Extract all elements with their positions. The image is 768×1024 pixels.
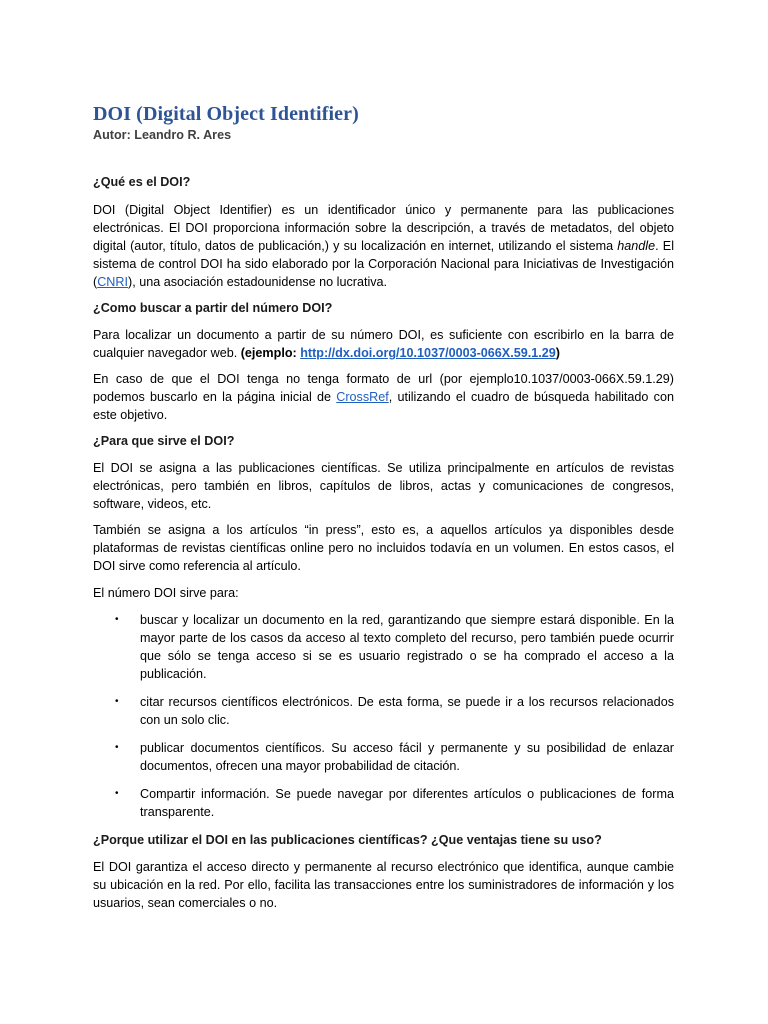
- text-run: , utilizando el cuadro de búsqueda habilitado con este objetivo.: [93, 390, 674, 422]
- spacer: [93, 821, 674, 831]
- text-run: DOI (Digital Object Identifier) es un identificador único y permanente para las publicaciones electrónicas. El DOI proporciona información sobre la descripción, a través de metadatos, del objeto digital (autor, título, datos de publicación,) y su localización en internet, utilizando el sistema: [93, 203, 674, 253]
- spacer: [93, 602, 674, 611]
- example-label: (ejemplo:: [240, 346, 301, 360]
- text-run: . El sistema de control DOI ha sido elaborado por la Corporación Nacional para Iniciativas de Investigación (: [93, 239, 675, 289]
- text-run: Para localizar un documento a partir de su número DOI, es suficiente con escribirlo en la barra de cualquier navegador web.: [93, 328, 674, 360]
- heading-how-search: ¿Como buscar a partir del número DOI?: [93, 301, 333, 315]
- list-item: [93, 739, 674, 775]
- spacer: [93, 317, 674, 326]
- italic-text: handle: [617, 239, 656, 253]
- list-item: [93, 785, 674, 821]
- cnri-link[interactable]: CNRI: [97, 275, 128, 289]
- doi-uses-list: [93, 611, 674, 821]
- bullet-icon: •: [115, 614, 119, 625]
- heading-why-use: ¿Porque utilizar el DOI en las publicaciones científicas? ¿Que ventajas tiene su uso?: [93, 833, 602, 847]
- list-item: [93, 611, 674, 683]
- spacer: [93, 575, 674, 584]
- spacer: [93, 683, 674, 693]
- spacer: [93, 450, 674, 459]
- spacer: [93, 775, 674, 785]
- paragraph-purpose-2: También se asigna a los artículos “in press”, esto es, a aquellos artículos ya disponibles desde plataformas de revistas científicas online pero no incluidos todavía en un volumen. En estos casos, el DOI sirve como referencia al artículo.: [93, 523, 674, 573]
- list-item-text: citar recursos científicos electrónicos. De esta forma, se puede ir a los recursos relacionados con un solo clic.: [140, 695, 674, 727]
- spacer: [93, 729, 674, 739]
- list-item-text: buscar y localizar un documento en la red, garantizando que siempre estará disponible. En la mayor parte de los casos da acceso al texto completo del recurso, pero también puede ocurrir que sólo se tenga acceso si se es usuario registrado o se ha comprado el acceso a la publicación.: [140, 613, 674, 681]
- list-intro: El número DOI sirve para:: [93, 586, 239, 600]
- spacer: [93, 362, 674, 370]
- bullet-icon: •: [115, 696, 119, 707]
- heading-what-is-doi: ¿Qué es el DOI?: [93, 175, 191, 189]
- spacer: [93, 143, 674, 173]
- list-item: [93, 693, 674, 729]
- paragraph-how-search-1: [93, 326, 674, 362]
- paragraph-purpose-1: El DOI se asigna a las publicaciones científicas. Se utiliza principalmente en artículos de revistas electrónicas, pero también en libros, capítulos de libros, actas y comunicaciones de congresos, software, videos, etc.: [93, 461, 674, 511]
- example-close: ): [555, 346, 560, 360]
- document-author: Autor: Leandro R. Ares: [93, 128, 232, 142]
- bullet-icon: •: [115, 742, 119, 753]
- spacer: [93, 291, 674, 299]
- list-item-text: publicar documentos científicos. Su acceso fácil y permanente y su posibilidad de enlazar documentos, ofrecen una mayor probabilidad de citación.: [140, 741, 674, 773]
- bullet-icon: •: [115, 788, 119, 799]
- spacer: [93, 513, 674, 521]
- list-item-text: Compartir información. Se puede navegar por diferentes artículos o publicaciones de forma transparente.: [140, 787, 674, 819]
- text-run: En caso de que el DOI tenga no tenga formato de url (por ejemplo10.1037/0003-066X.59.1.29) podemos buscarlo en la página inicial de: [93, 372, 674, 404]
- paragraph-how-search-2: [93, 370, 674, 424]
- spacer: [93, 191, 674, 201]
- document-title: DOI (Digital Object Identifier): [93, 103, 359, 125]
- paragraph-why-use: El DOI garantiza el acceso directo y permanente al recurso electrónico que identifica, aunque cambie su ubicación en la red. Por ello, facilita las transacciones entre los suministradores de información y los usuarios, sean comerciales o no.: [93, 860, 674, 910]
- paragraph-what-is-doi: [93, 201, 674, 291]
- doi-example-link[interactable]: http://dx.doi.org/10.1037/0003-066X.59.1.29: [300, 346, 556, 360]
- crossref-link[interactable]: CrossRef: [336, 390, 389, 404]
- spacer: [93, 424, 674, 432]
- heading-purpose: ¿Para que sirve el DOI?: [93, 434, 235, 448]
- document-page: [93, 101, 674, 912]
- text-run: ), una asociación estadounidense no lucrativa.: [128, 275, 388, 289]
- spacer: [93, 849, 674, 858]
